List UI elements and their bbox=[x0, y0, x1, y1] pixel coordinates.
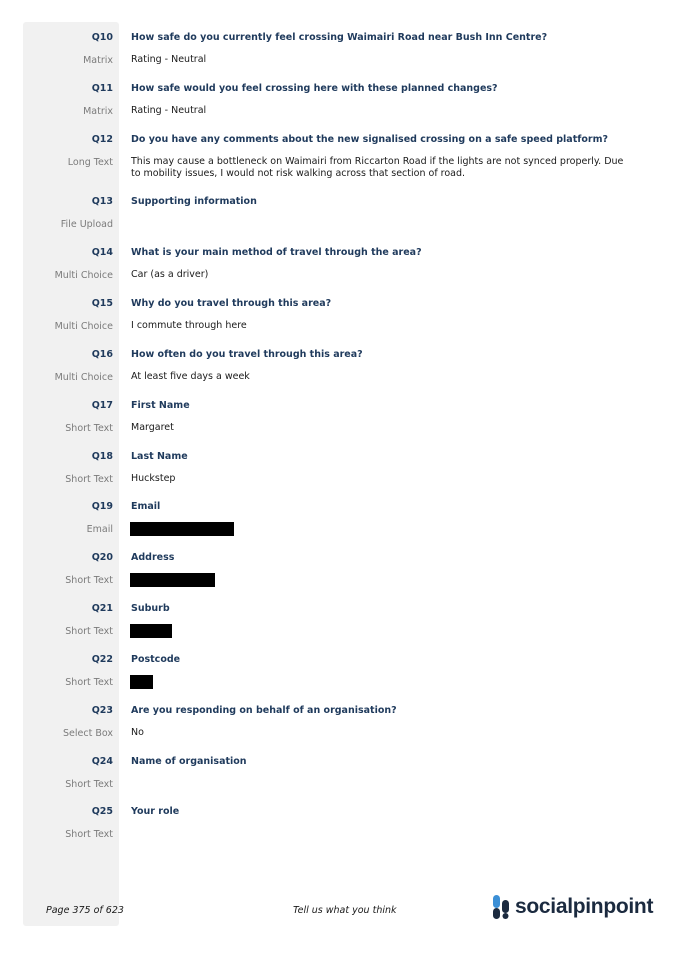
question-answer: Huckstep bbox=[131, 473, 176, 484]
question-title: Supporting information bbox=[131, 196, 257, 207]
question-number: Q10 bbox=[91, 32, 113, 43]
socialpinpoint-logo bbox=[492, 894, 653, 920]
question-type: Multi Choice bbox=[54, 321, 113, 332]
question-number: Q12 bbox=[91, 134, 113, 145]
question-type: Long Text bbox=[67, 157, 113, 168]
question-number: Q11 bbox=[91, 83, 113, 94]
question-number: Q23 bbox=[91, 705, 113, 716]
question-title: Name of organisation bbox=[131, 756, 247, 767]
question-title: Are you responding on behalf of an organisation? bbox=[131, 705, 397, 716]
question-type: Short Text bbox=[65, 423, 113, 434]
question-title: Why do you travel through this area? bbox=[131, 298, 332, 309]
question-type: File Upload bbox=[60, 219, 113, 230]
pinpoint-logo-icon bbox=[492, 894, 510, 920]
question-type: Email bbox=[86, 524, 113, 535]
question-type: Short Text bbox=[65, 829, 113, 840]
question-type: Short Text bbox=[65, 575, 113, 586]
question-number: Q22 bbox=[91, 654, 113, 665]
question-answer: At least five days a week bbox=[131, 371, 250, 382]
question-type: Multi Choice bbox=[54, 372, 113, 383]
question-title: Do you have any comments about the new signalised crossing on a safe speed platform? bbox=[131, 134, 609, 145]
question-type: Matrix bbox=[83, 55, 113, 66]
question-number: Q17 bbox=[91, 400, 113, 411]
question-number: Q14 bbox=[91, 247, 113, 258]
question-answer: Rating - Neutral bbox=[131, 54, 207, 65]
redacted-suburb bbox=[130, 624, 172, 638]
footer-tagline: Tell us what you think bbox=[293, 905, 397, 916]
redacted-email bbox=[130, 522, 234, 536]
question-title: How safe would you feel crossing here with these planned changes? bbox=[131, 83, 498, 94]
question-answer: I commute through here bbox=[131, 320, 247, 331]
redacted-postcode bbox=[130, 675, 153, 689]
question-type: Short Text bbox=[65, 779, 113, 790]
question-title: How often do you travel through this area? bbox=[131, 349, 363, 360]
question-answer: Rating - Neutral bbox=[131, 105, 207, 116]
question-number: Q15 bbox=[91, 298, 113, 309]
question-number: Q25 bbox=[91, 806, 113, 817]
question-type: Short Text bbox=[65, 626, 113, 637]
question-type: Matrix bbox=[83, 106, 113, 117]
question-answer: No bbox=[131, 727, 144, 738]
question-answer: Margaret bbox=[131, 422, 174, 433]
question-type: Short Text bbox=[65, 677, 113, 688]
question-number: Q20 bbox=[91, 552, 113, 563]
question-type: Short Text bbox=[65, 474, 113, 485]
question-title: Suburb bbox=[131, 603, 170, 614]
question-number: Q19 bbox=[91, 501, 113, 512]
question-title: What is your main method of travel through the area? bbox=[131, 247, 422, 258]
question-title: First Name bbox=[131, 400, 190, 411]
question-title: Last Name bbox=[131, 451, 188, 462]
redacted-address bbox=[130, 573, 215, 587]
question-number: Q16 bbox=[91, 349, 113, 360]
question-title: Email bbox=[131, 501, 161, 512]
question-type: Multi Choice bbox=[54, 270, 113, 281]
question-title: How safe do you currently feel crossing Waimairi Road near Bush Inn Centre? bbox=[131, 32, 548, 43]
logo-wordmark: socialpinpoint bbox=[515, 895, 654, 918]
page-number: Page 375 of 623 bbox=[46, 905, 124, 916]
question-answer: This may cause a bottleneck on Waimairi from Riccarton Road if the lights are not synced properly. Due to mobility issues, I would not risk walking across that section of road. bbox=[131, 156, 624, 179]
question-number: Q21 bbox=[91, 603, 113, 614]
question-title: Your role bbox=[131, 806, 180, 817]
question-title: Postcode bbox=[131, 654, 181, 665]
question-number: Q24 bbox=[91, 756, 113, 767]
question-title: Address bbox=[131, 552, 175, 563]
question-type: Select Box bbox=[63, 728, 113, 739]
question-answer: Car (as a driver) bbox=[131, 269, 209, 280]
question-number: Q18 bbox=[91, 451, 113, 462]
question-number: Q13 bbox=[91, 196, 113, 207]
